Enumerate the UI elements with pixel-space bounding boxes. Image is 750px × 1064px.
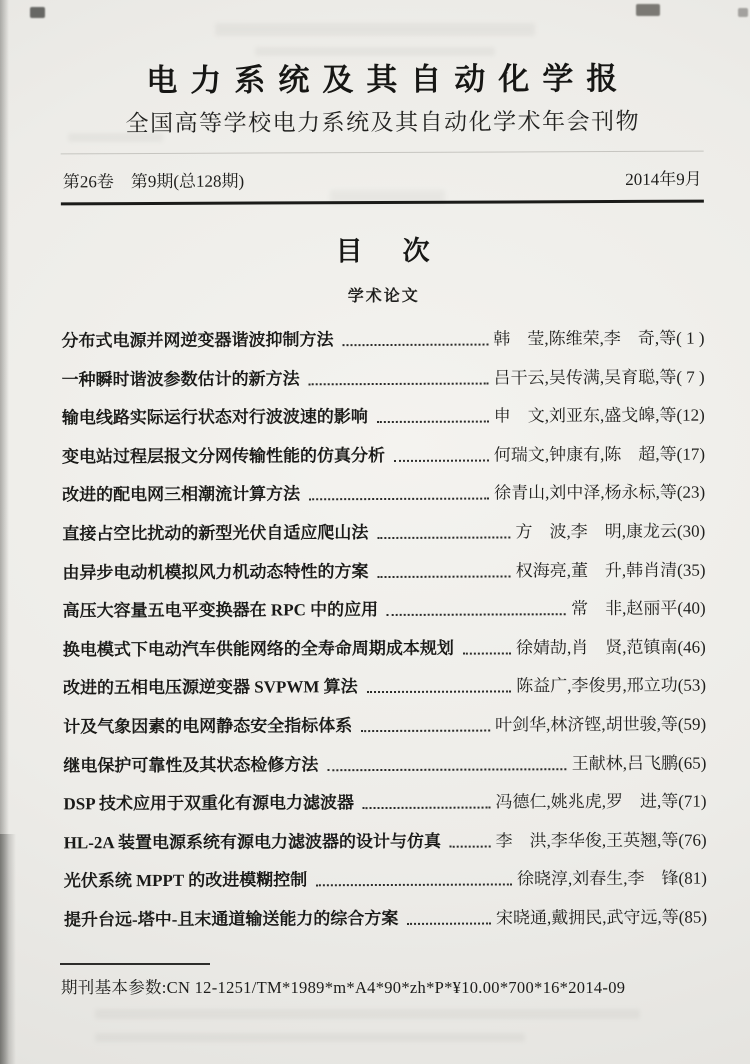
toc-entry xyxy=(63,712,706,740)
dot-leader xyxy=(463,652,511,654)
entry-page-number: (35) xyxy=(677,560,706,580)
entry-authors: 何瑞文,钟康有,陈 超,等 xyxy=(493,444,677,465)
dot-leader xyxy=(309,382,489,385)
entry-page-number: (23) xyxy=(676,482,706,503)
dot-leader xyxy=(343,344,489,347)
entry-authors: 宋晓通,戴拥民,武守远,等 xyxy=(495,907,679,928)
entry-authors: 徐婧劼,肖 贤,范镇南 xyxy=(515,637,678,658)
entry-page-number: ( 7 ) xyxy=(676,367,705,387)
dot-leader xyxy=(377,421,489,423)
entry-page-number: (71) xyxy=(678,791,707,811)
entry-page-number: (59) xyxy=(677,714,707,734)
entry-title: 分布式电源并网逆变器谐波抑制方法 xyxy=(61,330,334,351)
entry-authors: 吕干云,吴传满,吴育聪,等 xyxy=(493,367,677,388)
journal-subtitle: 全国高等学校电力系统及其自动化学术年会刊物 xyxy=(125,108,641,137)
entry-authors: 李 洪,李华俊,王英翘,等 xyxy=(495,830,679,851)
scan-corner-shadow xyxy=(0,834,16,1064)
entry-page-number: (53) xyxy=(677,675,707,696)
entry-page-number: (40) xyxy=(677,598,706,618)
volume-issue-label: 第26卷 第9期(总128期) xyxy=(62,171,245,192)
toc-entry xyxy=(63,750,706,778)
entry-title: 改进的配电网三相潮流计算方法 xyxy=(62,484,301,505)
entry-page-number: (12) xyxy=(676,405,705,425)
volume-row xyxy=(61,168,704,203)
dot-leader xyxy=(377,536,510,539)
dot-leader xyxy=(309,498,489,501)
entry-authors: 方 波,李 明,康龙云 xyxy=(515,521,678,542)
toc-entries xyxy=(61,326,707,933)
dot-leader xyxy=(387,613,566,616)
toc-entry xyxy=(62,557,705,585)
entry-title: DSP 技术应用于双重化有源电力滤波器 xyxy=(63,793,354,814)
dot-leader xyxy=(361,729,490,732)
toc-entry xyxy=(62,441,705,469)
dot-leader xyxy=(363,807,490,810)
journal-header xyxy=(60,0,704,205)
entry-title: 改进的五相电压源逆变器 SVPWM 算法 xyxy=(62,677,358,698)
entry-title: 由异步电动机模拟风力机动态特性的方案 xyxy=(62,561,369,582)
entry-authors: 陈益广,李俊男,邢立功 xyxy=(516,676,678,696)
entry-page-number: (76) xyxy=(678,830,707,850)
entry-authors: 徐青山,刘中泽,杨永标,等 xyxy=(494,483,677,503)
scan-artifact xyxy=(738,8,748,17)
entry-title: 直接占空比扰动的新型光伏自适应爬山法 xyxy=(62,523,369,544)
toc-entry xyxy=(64,904,707,932)
entry-title: 计及气象因素的电网静态安全指标体系 xyxy=(63,716,353,737)
dot-leader xyxy=(316,884,512,887)
toc-entry xyxy=(63,634,706,662)
toc-entry xyxy=(63,789,706,817)
entry-authors: 冯德仁,姚兆虎,罗 进,等 xyxy=(495,791,679,812)
dot-leader xyxy=(367,691,512,694)
journal-parameters: 期刊基本参数:CN 12-1251/TM*1989*m*A4*90*zh*P*¥10.00*700*16*2014-09 xyxy=(61,978,626,997)
toc-entry xyxy=(62,519,705,547)
section-heading: 学术论文 xyxy=(347,287,420,306)
entry-authors: 韩 莹,陈维荣,李 奇,等 xyxy=(493,328,677,349)
entry-title: 换电模式下电动汽车供能网络的全寿命周期成本规划 xyxy=(62,638,454,660)
page-content xyxy=(60,0,707,932)
entry-authors: 权海亮,董 升,韩肖清 xyxy=(515,560,678,580)
toc-entry xyxy=(62,364,705,392)
header-divider-thin xyxy=(61,151,704,155)
entry-page-number: (81) xyxy=(678,868,707,889)
footer-divider xyxy=(60,963,210,965)
issue-date-label: 2014年9月 xyxy=(625,169,702,189)
entry-title: 提升台远-塔中-且末通道输送能力的综合方案 xyxy=(63,908,399,930)
toc-heading: 目次 xyxy=(335,235,470,267)
dot-leader xyxy=(407,922,491,924)
entry-page-number: ( 1 ) xyxy=(676,328,705,348)
toc-entry xyxy=(63,596,706,624)
toc-entry xyxy=(62,403,705,431)
entry-title: 继电保护可靠性及其状态检修方法 xyxy=(63,754,319,775)
bleed-through-artifact xyxy=(95,1033,525,1042)
entry-authors: 叶剑华,林济铿,胡世骏,等 xyxy=(495,714,678,735)
toc-entry xyxy=(61,326,704,354)
journal-title: 电力系统及其自动化学报 xyxy=(146,60,631,99)
entry-authors: 常 非,赵丽平 xyxy=(571,598,678,619)
dot-leader xyxy=(378,575,511,578)
entry-title: 变电站过程层报文分网传输性能的仿真分析 xyxy=(61,445,386,467)
entry-title: 一种瞬时谐波参数估计的新方法 xyxy=(61,368,300,389)
toc-entry xyxy=(64,866,707,894)
toc-entry xyxy=(63,673,706,701)
dot-leader xyxy=(327,768,566,771)
toc-entry xyxy=(64,827,707,855)
entry-page-number: (17) xyxy=(676,444,706,464)
entry-authors: 王献林,吕飞鹏 xyxy=(571,753,679,773)
entry-title: 高压大容量五电平变换器在 RPC 中的应用 xyxy=(62,600,379,621)
toc-entry xyxy=(62,480,705,508)
entry-title: HL-2A 装置电源系统有源电力滤波器的设计与仿真 xyxy=(63,831,442,853)
toc-main xyxy=(61,233,707,933)
bleed-through-artifact xyxy=(95,1009,640,1019)
entry-page-number: (46) xyxy=(677,637,706,657)
entry-page-number: (65) xyxy=(677,753,707,773)
scan-edge-shadow xyxy=(0,0,9,1064)
entry-title: 光伏系统 MPPT 的改进模糊控制 xyxy=(63,870,308,891)
dot-leader xyxy=(394,459,489,461)
entry-authors: 申 文,刘亚东,盛戈皞,等 xyxy=(493,405,677,426)
entry-authors: 徐晓淳,刘春生,李 锋 xyxy=(516,869,679,889)
entry-title: 输电线路实际运行状态对行波波速的影响 xyxy=(61,407,368,428)
entry-page-number: (30) xyxy=(676,521,706,541)
entry-page-number: (85) xyxy=(678,907,708,927)
dot-leader xyxy=(450,845,491,847)
scan-artifact xyxy=(30,7,45,18)
